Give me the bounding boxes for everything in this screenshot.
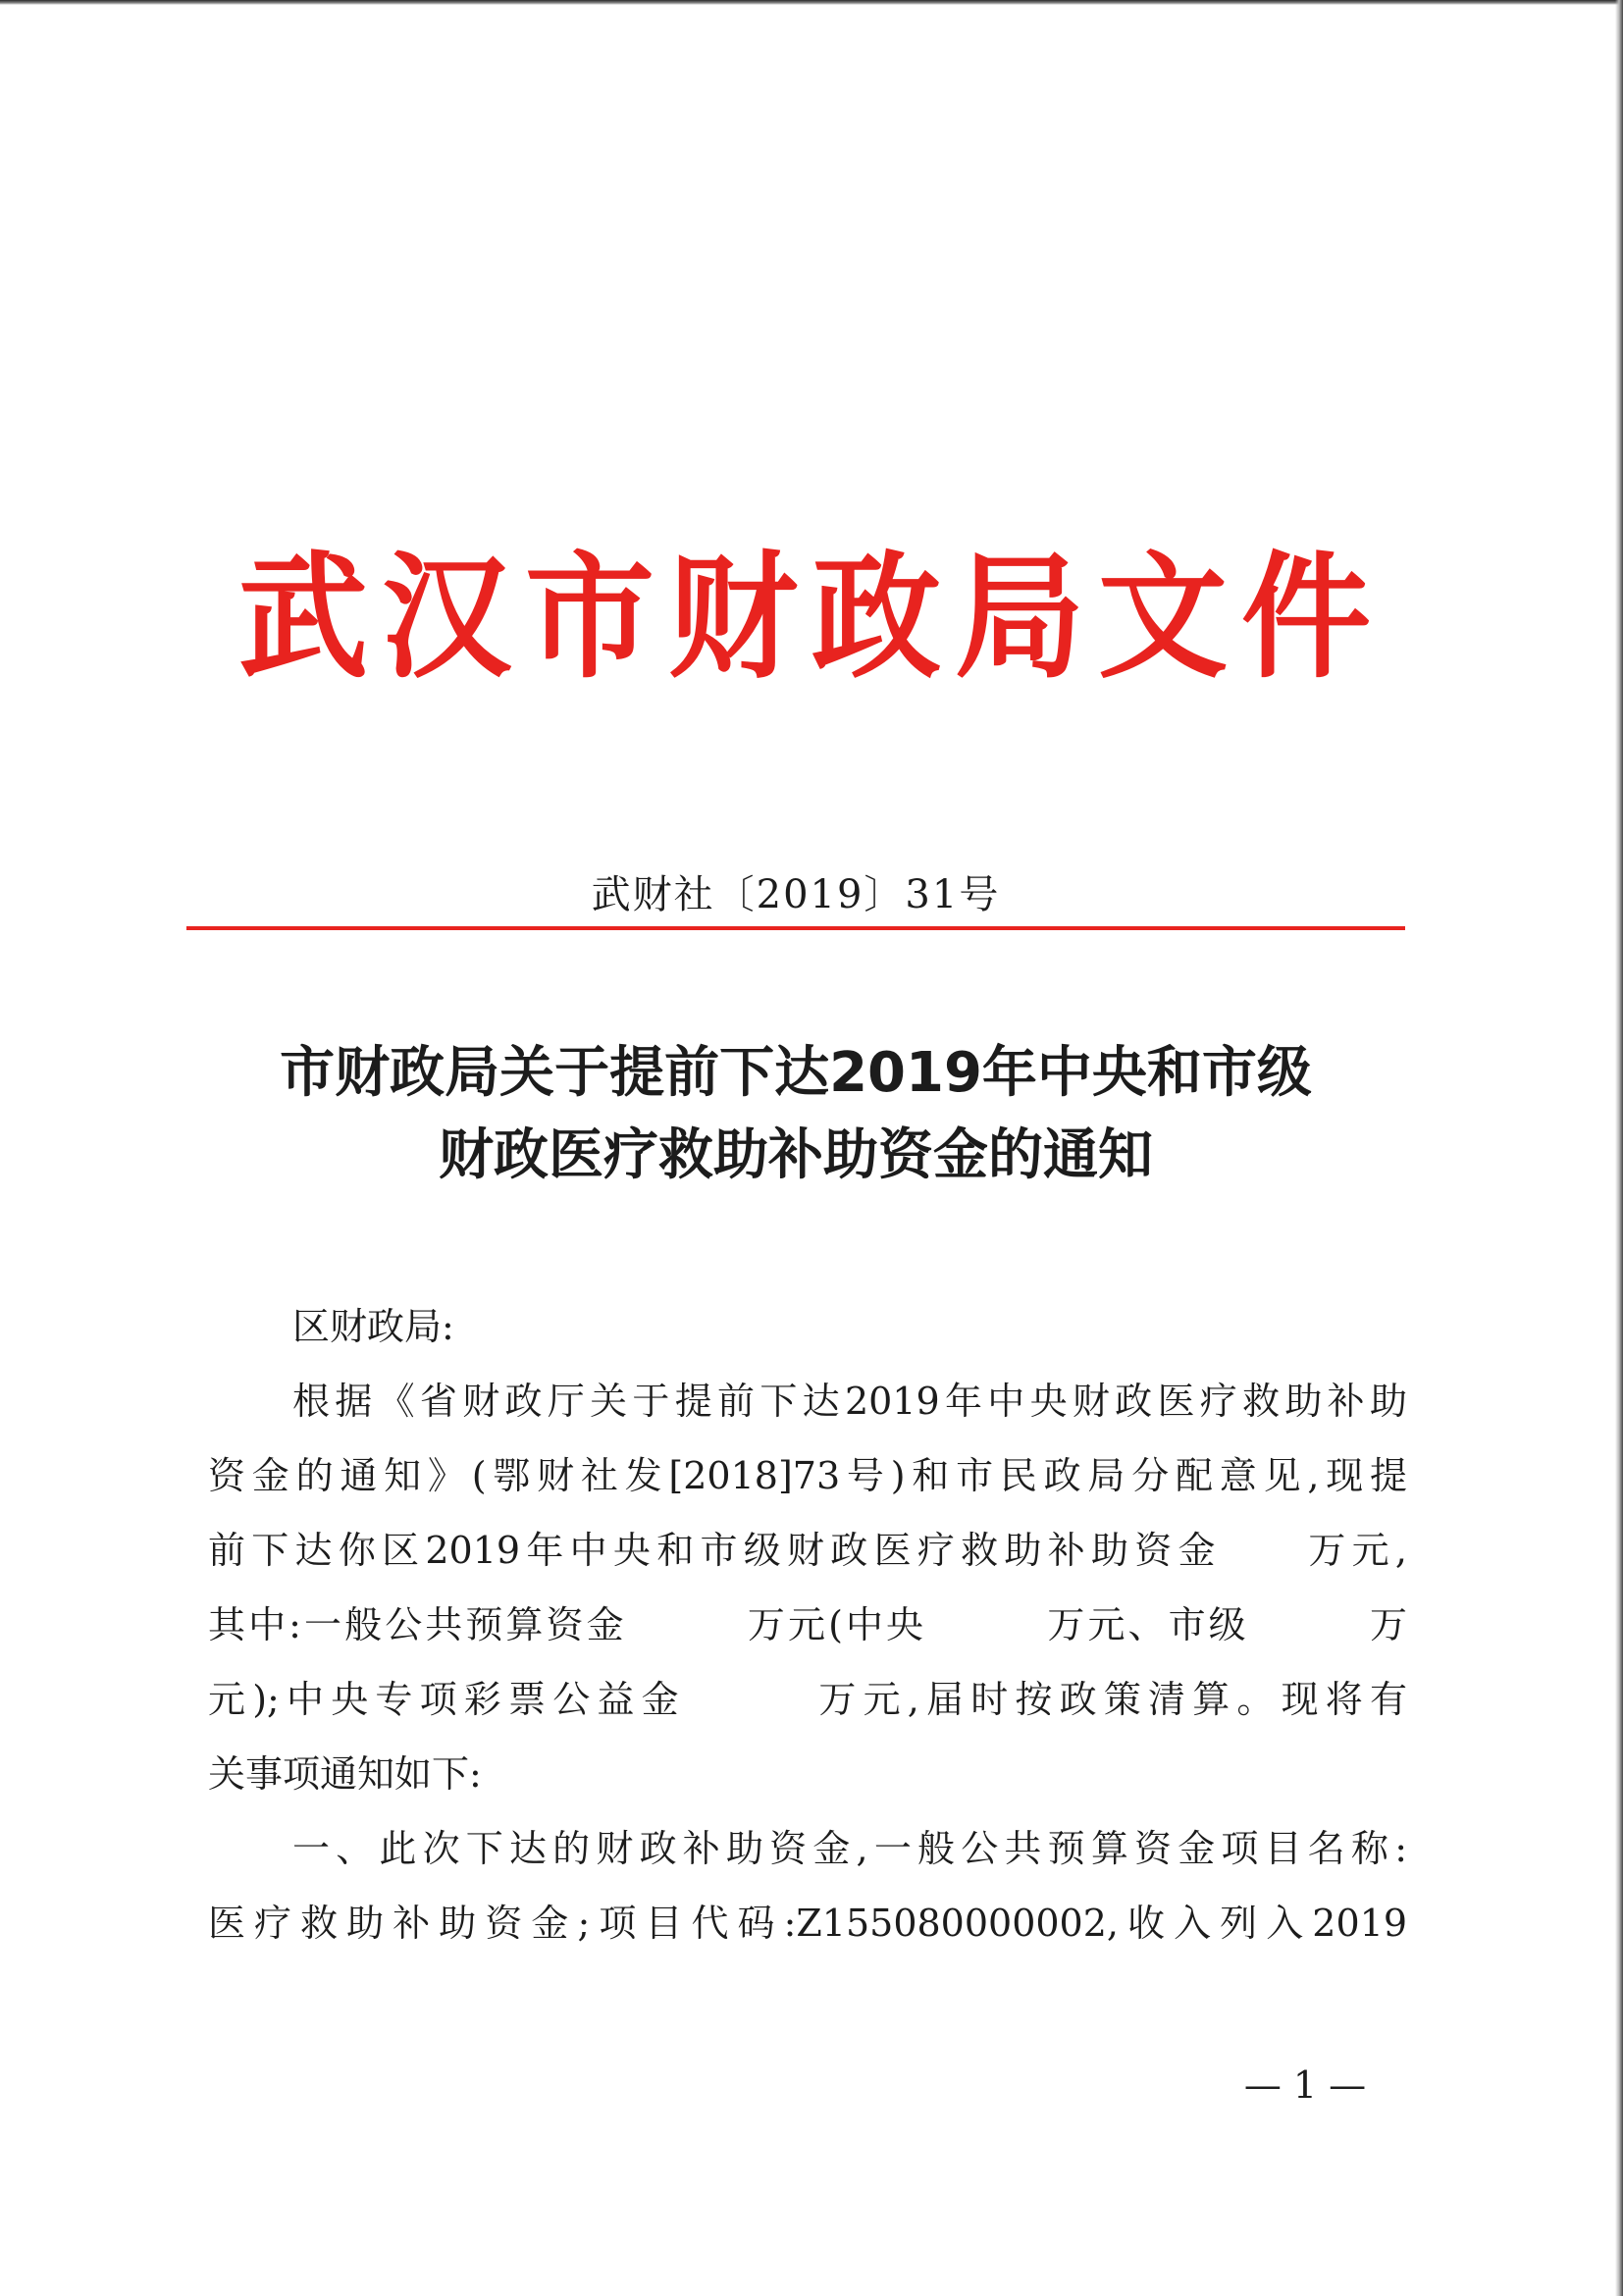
body-line: 关事项通知如下:	[208, 1752, 482, 1796]
red-separator-line	[186, 926, 1405, 930]
salutation: 区财政局:	[292, 1305, 454, 1348]
body-line: 前下达你区2019年中央和市级财政医疗救助补助资金 万元,	[208, 1529, 1407, 1572]
notice-title	[186, 1032, 1405, 1197]
body-line: 根据《省财政厅关于提前下达2019年中央财政医疗救助补助	[292, 1380, 1407, 1423]
body-line: 其中:一般公共预算资金 万元(中央 万元、市级 万	[208, 1603, 1407, 1646]
notice-body	[208, 1289, 1407, 1960]
notice-title-line-2: 财政医疗救助补助资金的通知	[439, 1123, 1153, 1187]
document-number: 武财社〔2019〕31号	[591, 872, 1001, 917]
scan-edge-top	[0, 0, 1623, 5]
body-line: 医疗救助补助资金;项目代码:Z155080000002,收入列入2019	[208, 1902, 1407, 1945]
body-line: 一、此次下达的财政补助资金,一般公共预算资金项目名称:	[292, 1827, 1407, 1870]
notice-title-line-1: 市财政局关于提前下达2019年中央和市级	[280, 1041, 1312, 1105]
body-line: 元);中央专项彩票公益金 万元,届时按政策清算。现将有	[208, 1678, 1407, 1721]
letterhead-title: 武汉市财政局文件	[238, 539, 1385, 698]
scan-edge-right	[1615, 0, 1623, 2296]
page-number: — 1 —	[1243, 2063, 1367, 2107]
body-line: 资金的通知》(鄂财社发[2018]73号)和市民政局分配意见,现提	[208, 1454, 1407, 1497]
